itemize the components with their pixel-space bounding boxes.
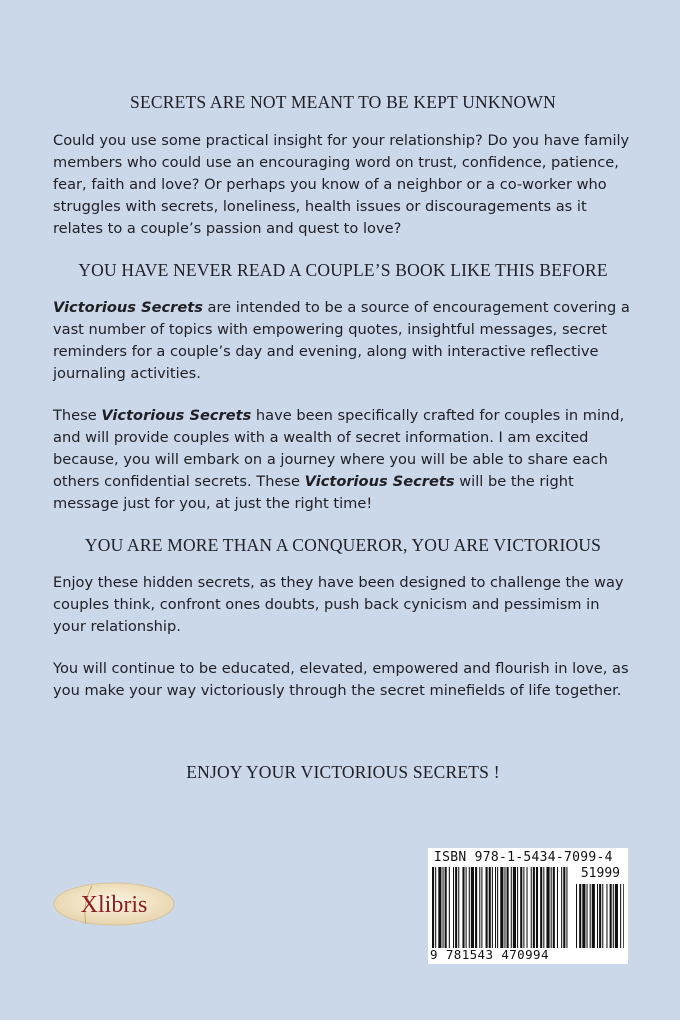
barcode-bar xyxy=(489,867,491,948)
barcode-bar xyxy=(543,867,544,948)
barcode-bar xyxy=(563,867,565,948)
book-title-emphasis: Victorious Secrets xyxy=(101,407,252,424)
barcode-bar xyxy=(523,867,524,948)
paragraph-text: These xyxy=(53,407,102,424)
paragraph-hidden-secrets: Enjoy these hidden secrets, as they have been designed to challenge the way couples think, confront ones doubts, push back cynicism and pessimism in your relationship. xyxy=(53,574,624,635)
barcode-bar xyxy=(582,884,585,948)
barcode-bar xyxy=(495,867,496,948)
barcode-bar xyxy=(551,867,552,948)
barcode-bar xyxy=(587,884,588,948)
barcode-bar xyxy=(471,867,474,948)
paragraph-intro: Could you use some practical insight for your relationship? Do you have family members who could use an encouraging word on trust, confidence, patience, fear, faith and love? Or perhaps you know of a neighbor or a co-worker who struggles with secrets, loneliness, health issues or discouragements as it relates to a couple’s passion and quest to love? xyxy=(53,132,630,237)
barcode-bar xyxy=(527,867,528,948)
paragraph-encouragement xyxy=(53,297,633,385)
barcode-bar xyxy=(466,867,467,948)
barcode-bar xyxy=(517,867,518,948)
barcode-bar xyxy=(432,867,434,948)
barcode-bar xyxy=(504,867,505,948)
barcode-bar xyxy=(590,884,591,948)
heading-conqueror: YOU ARE MORE THAN A CONQUEROR, YOU ARE VICTORIOUS xyxy=(84,535,602,555)
heading-secrets: SECRETS ARE NOT MEANT TO BE KEPT UNKNOWN xyxy=(130,92,556,112)
paragraph-crafted xyxy=(53,405,633,515)
barcode-bar xyxy=(438,867,441,948)
barcode-bar xyxy=(435,867,436,948)
barcode-bar xyxy=(561,867,562,948)
price-code: 51999 xyxy=(580,866,620,881)
barcode-bar xyxy=(445,867,447,948)
barcode-bar xyxy=(492,867,493,948)
barcode-bar xyxy=(540,867,542,948)
barcode-bar xyxy=(592,884,595,948)
barcode-bar xyxy=(458,867,459,948)
barcode-bar xyxy=(481,867,482,948)
barcode-bar xyxy=(610,884,612,948)
barcode-bar xyxy=(546,867,549,948)
paragraph-text: will be the right message just for you, at just the right time! xyxy=(53,473,574,512)
barcode-bar xyxy=(576,884,577,948)
barcode-bar xyxy=(513,867,516,948)
back-cover-text xyxy=(53,92,633,799)
barcode-bar xyxy=(606,884,607,948)
barcode-bar xyxy=(531,867,532,948)
barcode-bar xyxy=(566,867,567,948)
barcode-bar xyxy=(599,884,601,948)
barcode-bar xyxy=(602,884,603,948)
barcode-bar xyxy=(455,867,457,948)
ean-digits: 9 781543 470994 xyxy=(430,947,549,962)
barcode-bar xyxy=(520,867,522,948)
barcode-bar xyxy=(497,867,498,948)
xlibris-logo xyxy=(52,880,176,928)
barcode-bar xyxy=(620,884,621,948)
book-title-emphasis: Victorious Secrets xyxy=(304,473,455,490)
barcode-bar xyxy=(579,884,581,948)
paragraph-text: have been specifically crafted for couples in mind, and will provide couples with a wealth of secret information. I am excited because, you will embark on a journey where you will be able to share each others confidential secrets. These xyxy=(53,407,625,490)
barcode-bar xyxy=(469,867,470,948)
barcode-bar xyxy=(533,867,535,948)
barcode-bar xyxy=(511,867,512,948)
barcode-bar xyxy=(597,884,598,948)
isbn-barcode xyxy=(428,848,628,964)
heading-enjoy: ENJOY YOUR VICTORIOUS SECRETS ! xyxy=(186,762,500,782)
barcode-bar xyxy=(615,884,618,948)
barcode-bar xyxy=(475,867,477,948)
paragraph-flourish: You will continue to be educated, elevated, empowered and flourish in love, as you make your way victoriously through the secret minefields of life together. xyxy=(53,660,629,699)
barcode-bar xyxy=(449,867,450,948)
book-title-emphasis: Victorious Secrets xyxy=(53,299,203,316)
barcode-bar xyxy=(462,867,464,948)
barcode-bar xyxy=(486,867,488,948)
barcode-bar xyxy=(500,867,503,948)
barcode-bar xyxy=(623,884,624,948)
isbn-label: ISBN 978-1-5434-7099-4 xyxy=(434,850,613,865)
heading-never-read: YOU HAVE NEVER READ A COUPLE’S BOOK LIKE THIS BEFORE xyxy=(78,260,608,280)
barcode-bar xyxy=(536,867,538,948)
barcode-bar xyxy=(453,867,454,948)
barcode-bar xyxy=(557,867,558,948)
barcode-bar xyxy=(507,867,509,948)
barcode-bar xyxy=(553,867,555,948)
barcode-bar xyxy=(613,884,614,948)
barcode-bar xyxy=(479,867,480,948)
logo-text: Xlibris xyxy=(80,892,148,918)
barcode-bar xyxy=(443,867,444,948)
paragraph-text: are intended to be a source of encouragement covering a vast number of topics with empowering quotes, insightful messages, secret reminders for a couple’s day and evening, along with interactive reflective journaling activities. xyxy=(53,299,630,382)
